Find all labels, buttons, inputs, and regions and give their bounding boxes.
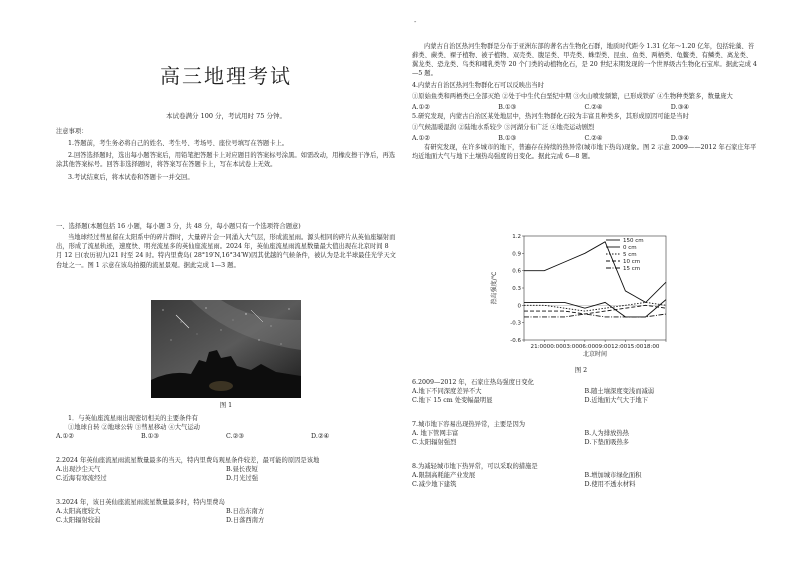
option-d[interactable]: D.下垫面吸热多	[584, 439, 630, 447]
question-1	[56, 414, 396, 441]
option-b[interactable]: B.昼长夜短	[226, 466, 258, 474]
question-stem: 7.城市地下容易出现热异常，主要是因为	[412, 421, 526, 428]
x-tick-labels: 21:0000:0003:0006:0009:0012:0015:0018:00	[530, 344, 660, 350]
question-stem: 8.为减轻城市地下热异常，可以采取的措施是	[412, 463, 538, 470]
material-text: 当地球经过彗星留在太阳系中的碎片群时，大量碎片会一同涌入大气层，形成流星雨。源头相同的碎片从英仙座辐射而出，形成了流星轨迹，速度快、明亮流星多的英仙座流星雨。2024 年，英仙座流星雨流星数量最大值出现在北京时间 8 月 12 日(农历初九)21 时至 24 时。特内里费岛( 28°19′N,16°34′W)因其优越的气候条件，被认为是北半球最佳光学天文台址之一。图 1 示意在该岛拍摄的流星景观。据此完成 1—3 题。	[56, 234, 396, 269]
option-b[interactable]: B.①③	[498, 135, 517, 143]
exam-meta: 本试卷满分 100 分，考试用时 75 分钟。	[166, 112, 286, 120]
material-text: 内蒙古自治区热河生物群是分布于亚洲东部的著名古生物化石群，地质时代距今 1.31 亿年～1.20 亿年，包括轮藻、苔藓类、蕨类、裸子植物、被子植物、双壳类、腹足类、甲壳类、蛛型类、昆虫、鱼类、两栖类、龟鳖类、有鳞类、离龙类、翼龙类、恐龙类、鸟类和哺乳类等 20 个门类的动植物化石，是 20 世纪末期发现的一个世界级古生物化石宝库。据此完成 4—5 题。	[412, 43, 757, 78]
question-stem: 1．与英仙座流星雨出现密切相关的主要条件有	[68, 415, 198, 422]
option-b[interactable]: B.随土壤深度变浅而减弱	[584, 388, 655, 396]
question-sub-items: ①气候温暖湿润 ②陆地水系较少 ③河湖分布广泛 ④地壳运动剧烈	[412, 124, 595, 131]
option-d[interactable]: D.③④	[670, 103, 689, 111]
option-c[interactable]: C.近海有寒流经过	[56, 475, 107, 483]
y-tick-label: -0.6	[510, 338, 521, 344]
meteor-photo	[151, 300, 301, 398]
y-tick-label: 0.6	[512, 268, 521, 275]
option-c[interactable]: C.太阳辐射较弱	[56, 517, 101, 525]
question-7	[412, 420, 757, 447]
question-options	[412, 471, 757, 489]
option-d[interactable]: D.月光过强	[226, 475, 259, 483]
figure-2-caption: 图 2	[574, 367, 588, 374]
option-b[interactable]: B.日出东南方	[226, 508, 265, 516]
page-title: 高三地理考试	[160, 64, 292, 88]
y-axis-label: 热岛强度/℃	[491, 271, 498, 305]
legend-label: 10 cm	[623, 259, 641, 265]
option-a[interactable]: A.太阳高度较大	[56, 508, 101, 516]
question-stem: 6.2009—2012 年，石家庄热岛强度日变化	[412, 379, 534, 386]
heat-island-chart	[486, 230, 676, 370]
series-line-4	[524, 314, 666, 317]
option-c[interactable]: C.②④	[584, 135, 603, 143]
option-c[interactable]: C.地下 15 cm 处变幅最明显	[412, 397, 493, 405]
question-8	[412, 462, 757, 489]
option-a[interactable]: A. 地下管网丰富	[412, 430, 459, 438]
option-a[interactable]: A.①②	[412, 135, 430, 143]
question-2	[56, 456, 396, 483]
legend-label: 0 cm	[623, 245, 637, 251]
right-material	[412, 42, 757, 164]
question-stem: 4.内蒙古自治区热河生物群化石可以反映出当时	[412, 81, 544, 89]
series-line-0	[524, 242, 666, 303]
question-options	[412, 103, 757, 112]
option-c[interactable]: C.②③	[226, 433, 244, 441]
plot-frame	[524, 236, 666, 340]
option-a[interactable]: A.①②	[412, 103, 430, 111]
notice-block	[56, 127, 396, 185]
question-options	[412, 387, 757, 405]
question-stem: 5.研究发现，内蒙古自治区某处地层中，热河生物群化石较为丰富且种类多，其形成原因可能是当时	[412, 112, 689, 120]
option-a[interactable]: A.地下不同深度差异不大	[412, 388, 482, 396]
option-d[interactable]: D.②④	[311, 433, 330, 441]
section-one	[56, 222, 396, 272]
option-d[interactable]: D.近地面大气大于地下	[584, 397, 648, 405]
question-sub-items: ①原始鱼类和两栖类已全部灭绝 ②处于中生代白垩纪中期 ③火山喷发频繁，已形成铁矿 ④生物种类繁多，数量庞大	[412, 92, 733, 100]
legend-label: 5 cm	[623, 252, 637, 258]
option-c[interactable]: C.②④	[584, 103, 603, 111]
question-options	[412, 429, 757, 447]
option-b[interactable]: B.增加城市绿化面积	[584, 472, 642, 480]
y-tick-label: 1.2	[512, 234, 521, 240]
question-options	[56, 465, 396, 483]
notice-item: 3.考试结束后，将本试卷和答题卡一并交回。	[68, 173, 194, 181]
question-options	[56, 507, 396, 525]
notice-title: 注意事项：	[56, 128, 88, 135]
question-options	[412, 134, 757, 143]
figure-1-caption: 图 1	[219, 402, 233, 409]
option-d[interactable]: D.使用不透水材料	[584, 481, 636, 489]
option-b[interactable]: B.①③	[141, 433, 159, 441]
legend-label: 15 cm	[623, 266, 641, 272]
y-tick-label: 0	[517, 303, 521, 310]
question-stem: 3.2024 年，该日英仙座流星雨流星数量最多时，特内里费岛	[56, 499, 225, 506]
option-b[interactable]: B.①③	[498, 103, 517, 111]
question-3	[56, 498, 396, 525]
y-tick-label: -0.3	[510, 320, 521, 327]
series-line-2	[524, 302, 666, 311]
notice-item: 1.答题前，考生务必将自己的姓名、考生号、考场号、座位号填写在答题卡上。	[68, 140, 289, 148]
option-c[interactable]: C.减少地下建筑	[412, 481, 457, 489]
option-b[interactable]: B.人为排放热热	[584, 430, 629, 438]
y-tick-label: 0.9	[512, 251, 521, 258]
option-a[interactable]: A.出现沙尘天气	[56, 466, 101, 474]
header-mark: -	[414, 18, 417, 26]
y-tick-label: 0.3	[512, 286, 521, 292]
option-d[interactable]: D.③④	[670, 135, 689, 143]
option-c[interactable]: C.太阳辐射强烈	[412, 439, 457, 447]
meteor-photo-image	[151, 300, 301, 398]
option-d[interactable]: D.日落西南方	[226, 517, 265, 525]
option-a[interactable]: A.限制高耗能产业发展	[412, 472, 476, 480]
question-sub-items: ①地球自转 ②地球公转 ③彗星移动 ④大气运动	[68, 424, 200, 432]
option-a[interactable]: A.①②	[56, 433, 74, 441]
series-line-3	[524, 305, 666, 314]
question-options	[56, 432, 396, 441]
notice-item: 2.回答选择题时，选出每小题答案后，用铅笔把答题卡上对应题目的答案标号涂黑。如需改动，用橡皮擦干净后，再选涂其他答案标号。回答非选择题时，将答案写在答题卡上，写在本试卷上无效。	[56, 152, 396, 169]
question-stem: 2.2024 年英仙座流星雨流星数量最多的当天，特内里费岛观星条件较差，最可能的原因是该地	[56, 457, 320, 464]
x-axis-label: 北京时间	[582, 351, 608, 358]
section-title: 一、选择题(本题包括 16 小题，每小题 3 分，共 48 分，每小题只有一个选项符合题意)	[56, 223, 301, 230]
material-text: 有研究发现，在许多城市的地下，普遍存在持续的热异常(城市地下热岛)现象。图 2 示意 2009——2012 年石家庄年平均近地面大气与地下土壤热岛强度的日变化。据此完成 6—8 题。	[412, 144, 757, 161]
question-6	[412, 378, 757, 405]
legend-label: 150 cm	[623, 238, 644, 244]
heat-island-chart-svg	[486, 230, 676, 370]
